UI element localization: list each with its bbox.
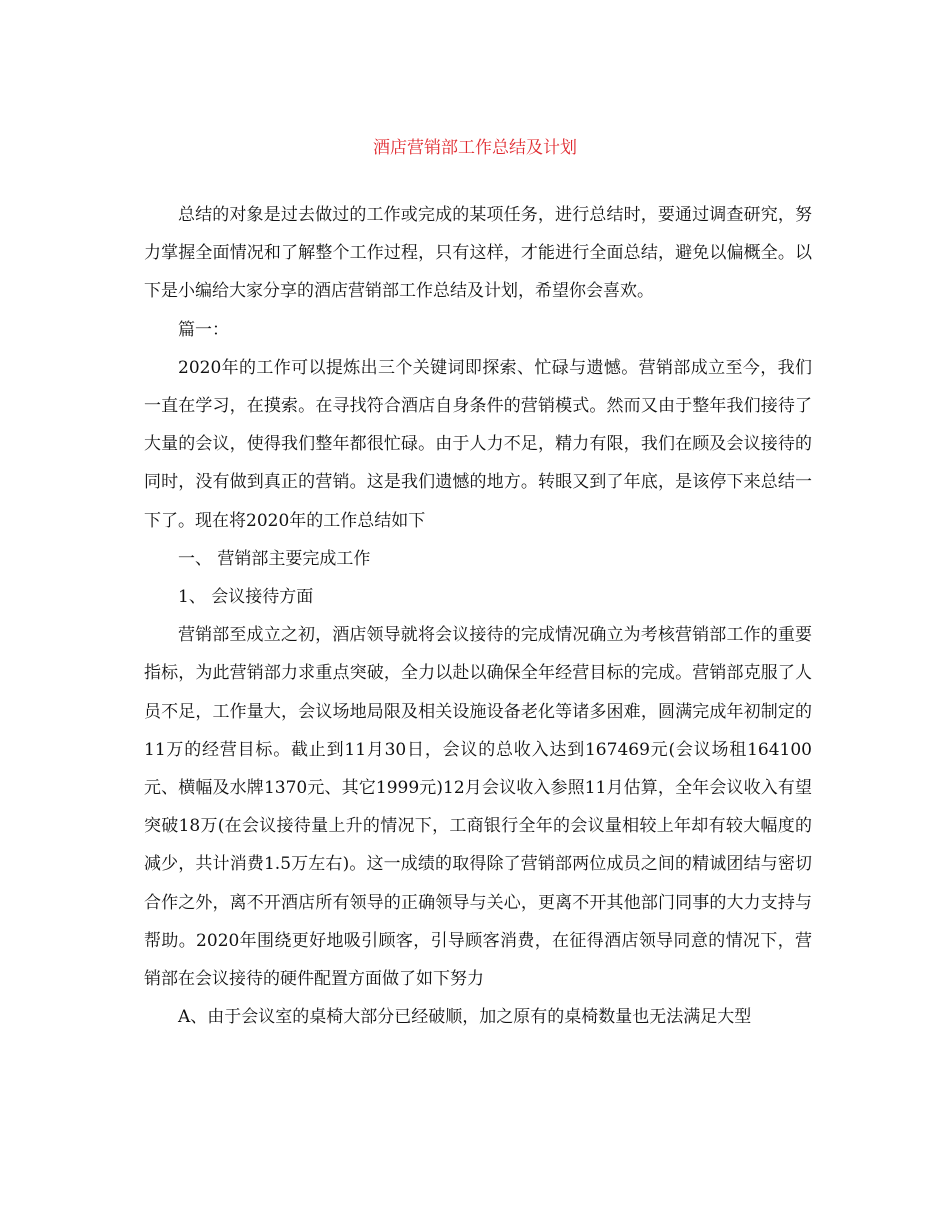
paragraph-item-a: A、由于会议室的桌椅大部分已经破顺，加之原有的桌椅数量也无法满足大型 — [178, 1007, 752, 1028]
paragraph-meeting-reception: 营销部至成立之初，酒店领导就将会议接待的完成情况确立为考核营销部工作的重要指标，为此营销部力求重点突破，全力以赴以确保全年经营目标的完成。营销部克服了人员不足，工作量大，会议场地局限及相关设施设备老化等诸多困难，圆满完成年初制定的11万的经营目标。截止到11月30日，会议的总收入达到167469元(会议场租164100元、横幅及水牌1370元、其它1999元)12月会议收入参照11月估算，全年会议收入有望突破18万(在会议接待量上升的情况下，工商银行全年的会议量相较上年却有较大幅度的减少，共计消费1.5万左右)。这一成绩的取得除了营销部两位成员之间的精诚团结与密切合作之外，离不开酒店所有领导的正确领导与关心，更离不开其他部门同事的大力支持与帮助。2020年围绕更好地吸引顾客，引导顾客消费，在征得酒店领导同意的情况下，营销部在会议接待的硬件配置方面做了如下努力 — [144, 625, 812, 990]
subsection-heading-meeting-reception: 1、 会议接待方面 — [178, 587, 314, 608]
paragraph-2020-summary: 2020年的工作可以提炼出三个关键词即探索、忙碌与遗憾。营销部成立至今，我们一直在学习，在摸索。在寻找符合酒店自身条件的营销模式。然而又由于整年我们接待了大量的会议，使得我们整年都很忙碌。由于人力不足，精力有限，我们在顾及会议接待的同时，没有做到真正的营销。这是我们遗憾的地方。转眼又到了年底，是该停下来总结一下了。现在将2020年的工作总结如下 — [144, 357, 812, 531]
section-heading-main-work: 一、 营销部主要完成工作 — [178, 548, 371, 569]
document-title: 酒店营销部工作总结及计划 — [373, 138, 577, 158]
document-body — [144, 196, 812, 1036]
paragraph-intro: 总结的对象是过去做过的工作或完成的某项任务，进行总结时，要通过调查研究，努力掌握全面情况和了解整个工作过程，只有这样，才能进行全面总结，避免以偏概全。以下是小编给大家分享的酒店营销部工作总结及计划，希望你会喜欢。 — [144, 205, 812, 302]
paragraph-part-one-heading: 篇一： — [178, 319, 229, 340]
